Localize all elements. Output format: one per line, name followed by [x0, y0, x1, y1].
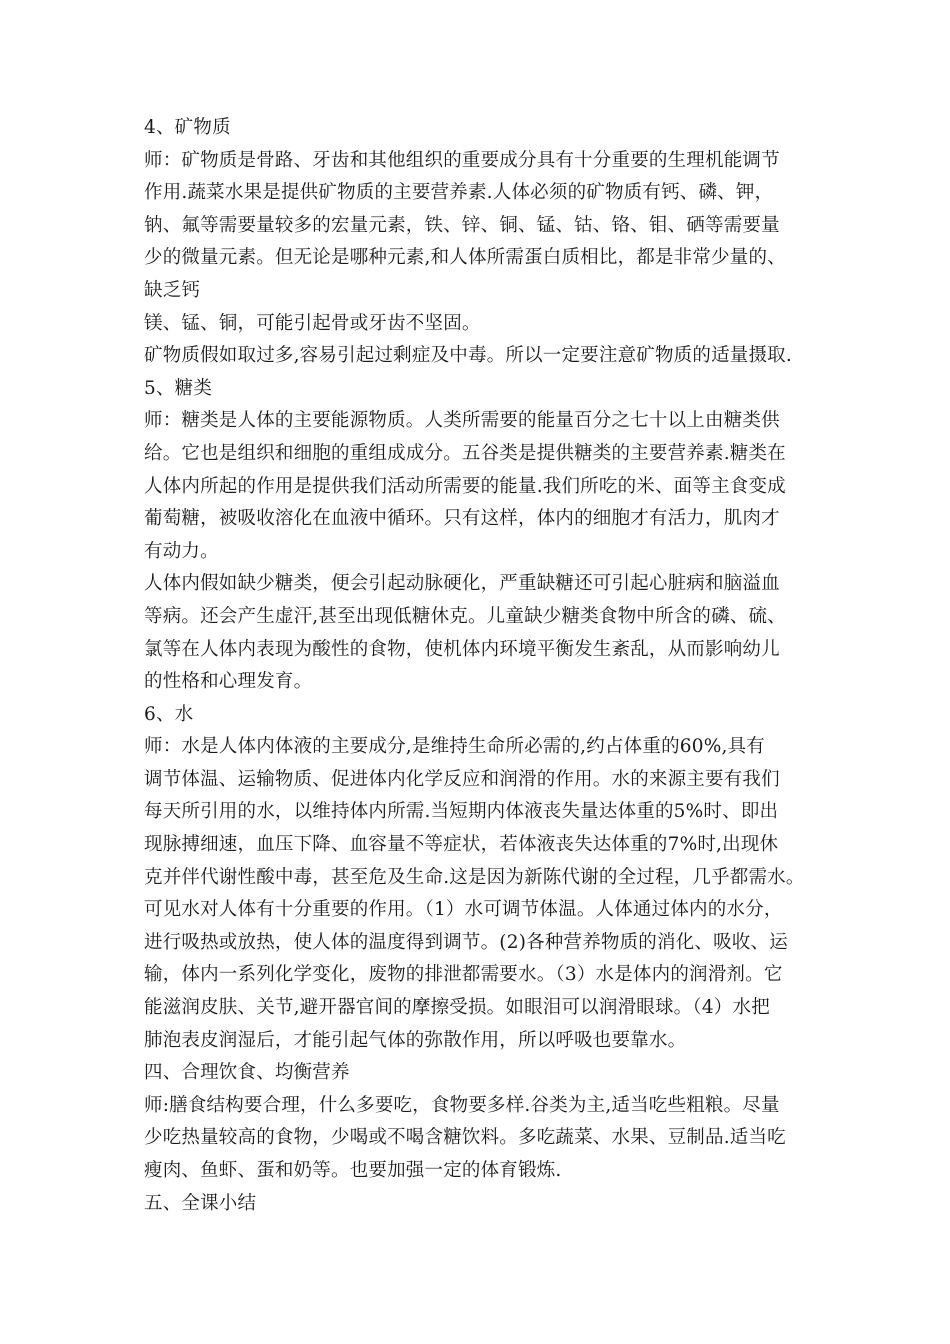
text-line: 可见水对人体有十分重要的作用。（1）水可调节体温。人体通过体内的水分，	[144, 899, 783, 921]
text-line: 钠、氟等需要量较多的宏量元素，铁、锌、铜、锰、钴、铬、钼、硒等需要量	[144, 214, 780, 236]
text-line: 镁、锰、铜，可能引起骨或牙齿不坚固。	[144, 312, 481, 334]
text-line: 师：水是人体内体液的主要成分,是维持生命所必需的,约占体重的60%,具有	[144, 736, 765, 758]
text-line: 4、矿物质	[144, 117, 231, 138]
text-line: 调节体温、运输物质、促进体内化学反应和润滑的作用。水的来源主要有我们	[144, 768, 780, 790]
text-line: 等病。还会产生虚汗,甚至出现低糖休克。儿童缺少糖类食物中所含的磷、硫、	[144, 605, 786, 627]
text-line: 四、合理饮食、均衡营养	[144, 1062, 350, 1084]
text-line: 矿物质假如取过多,容易引起过剩症及中毒。所以一定要注意矿物质的适量摄取.	[144, 345, 792, 367]
text-line: 克并伴代谢性酸中毒，甚至危及生命.这是因为新陈代谢的全过程，几乎都需水。	[144, 866, 805, 888]
text-line: 氯等在人体内表现为酸性的食物，使机体内环境平衡发生紊乱，从而影响幼儿	[144, 638, 780, 660]
text-line: 5、糖类	[144, 377, 213, 399]
text-line: 给。它也是组织和细胞的重组成成分。五谷类是提供糖类的主要营养素.糖类在	[144, 442, 786, 464]
text-line: 人体内假如缺少糖类，便会引起动脉硬化，严重缺糖还可引起心脏病和脑溢血	[144, 573, 780, 595]
text-line: 少吃热量较高的食物，少喝或不喝含糖饮料。多吃蔬菜、水果、豆制品.适当吃	[144, 1127, 786, 1149]
text-line: 能滋润皮肤、关节,避开器官间的摩擦受损。如眼泪可以润滑眼球。（4）水把	[144, 997, 770, 1019]
text-line: 师:膳食结构要合理，什么多要吃，食物要多样.谷类为主,适当吃些粗粮。尽量	[144, 1094, 780, 1116]
text-line: 五、全课小结	[144, 1192, 257, 1214]
text-line: 有动力。	[144, 540, 219, 562]
text-line: 输，体内一系列化学变化，废物的排泄都需要水。（3）水是体内的润滑剂。它	[144, 964, 783, 986]
text-line: 师：矿物质是骨路、牙齿和其他组织的重要成分具有十分重要的生理机能调节	[144, 149, 780, 171]
text-line: 人体内所起的作用是提供我们活动所需要的能量.我们所吃的米、面等主食变成	[144, 475, 786, 497]
text-line: 少的微量元素。但无论是哪种元素,和人体所需蛋白质相比，都是非常少量的、	[144, 247, 786, 269]
text-line: 葡萄糖，被吸收溶化在血液中循环。只有这样，体内的细胞才有活力，肌肉才	[144, 508, 780, 530]
document-page	[144, 112, 844, 1220]
text-line: 每天所引用的水，以维持体内所需.当短期内体液丧失量达体重的5%时、即出	[144, 801, 779, 823]
text-line: 肺泡表皮润湿后，才能引起气体的弥散作用，所以呼吸也要靠水。	[144, 1029, 687, 1051]
text-line: 的性格和心理发育。	[144, 671, 313, 693]
text-line: 缺乏钙	[144, 279, 201, 301]
text-line: 现脉搏细速，血压下降、血容量不等症状，若体液丧失达体重的7%时,出现休	[144, 834, 779, 856]
text-line: 瘦肉、鱼虾、蛋和奶等。也要加强一定的体育锻炼.	[144, 1160, 562, 1181]
text-line: 6、水	[144, 703, 194, 725]
text-line: 作用.蔬菜水果是提供矿物质的主要营养素.人体必须的矿物质有钙、磷、钾，	[144, 182, 774, 204]
text-line: 进行吸热或放热，使人体的温度得到调节。(2)各种营养物质的消化、吸收、运	[144, 931, 788, 953]
text-line: 师：糖类是人体的主要能源物质。人类所需要的能量百分之七十以上由糖类供	[144, 410, 780, 432]
